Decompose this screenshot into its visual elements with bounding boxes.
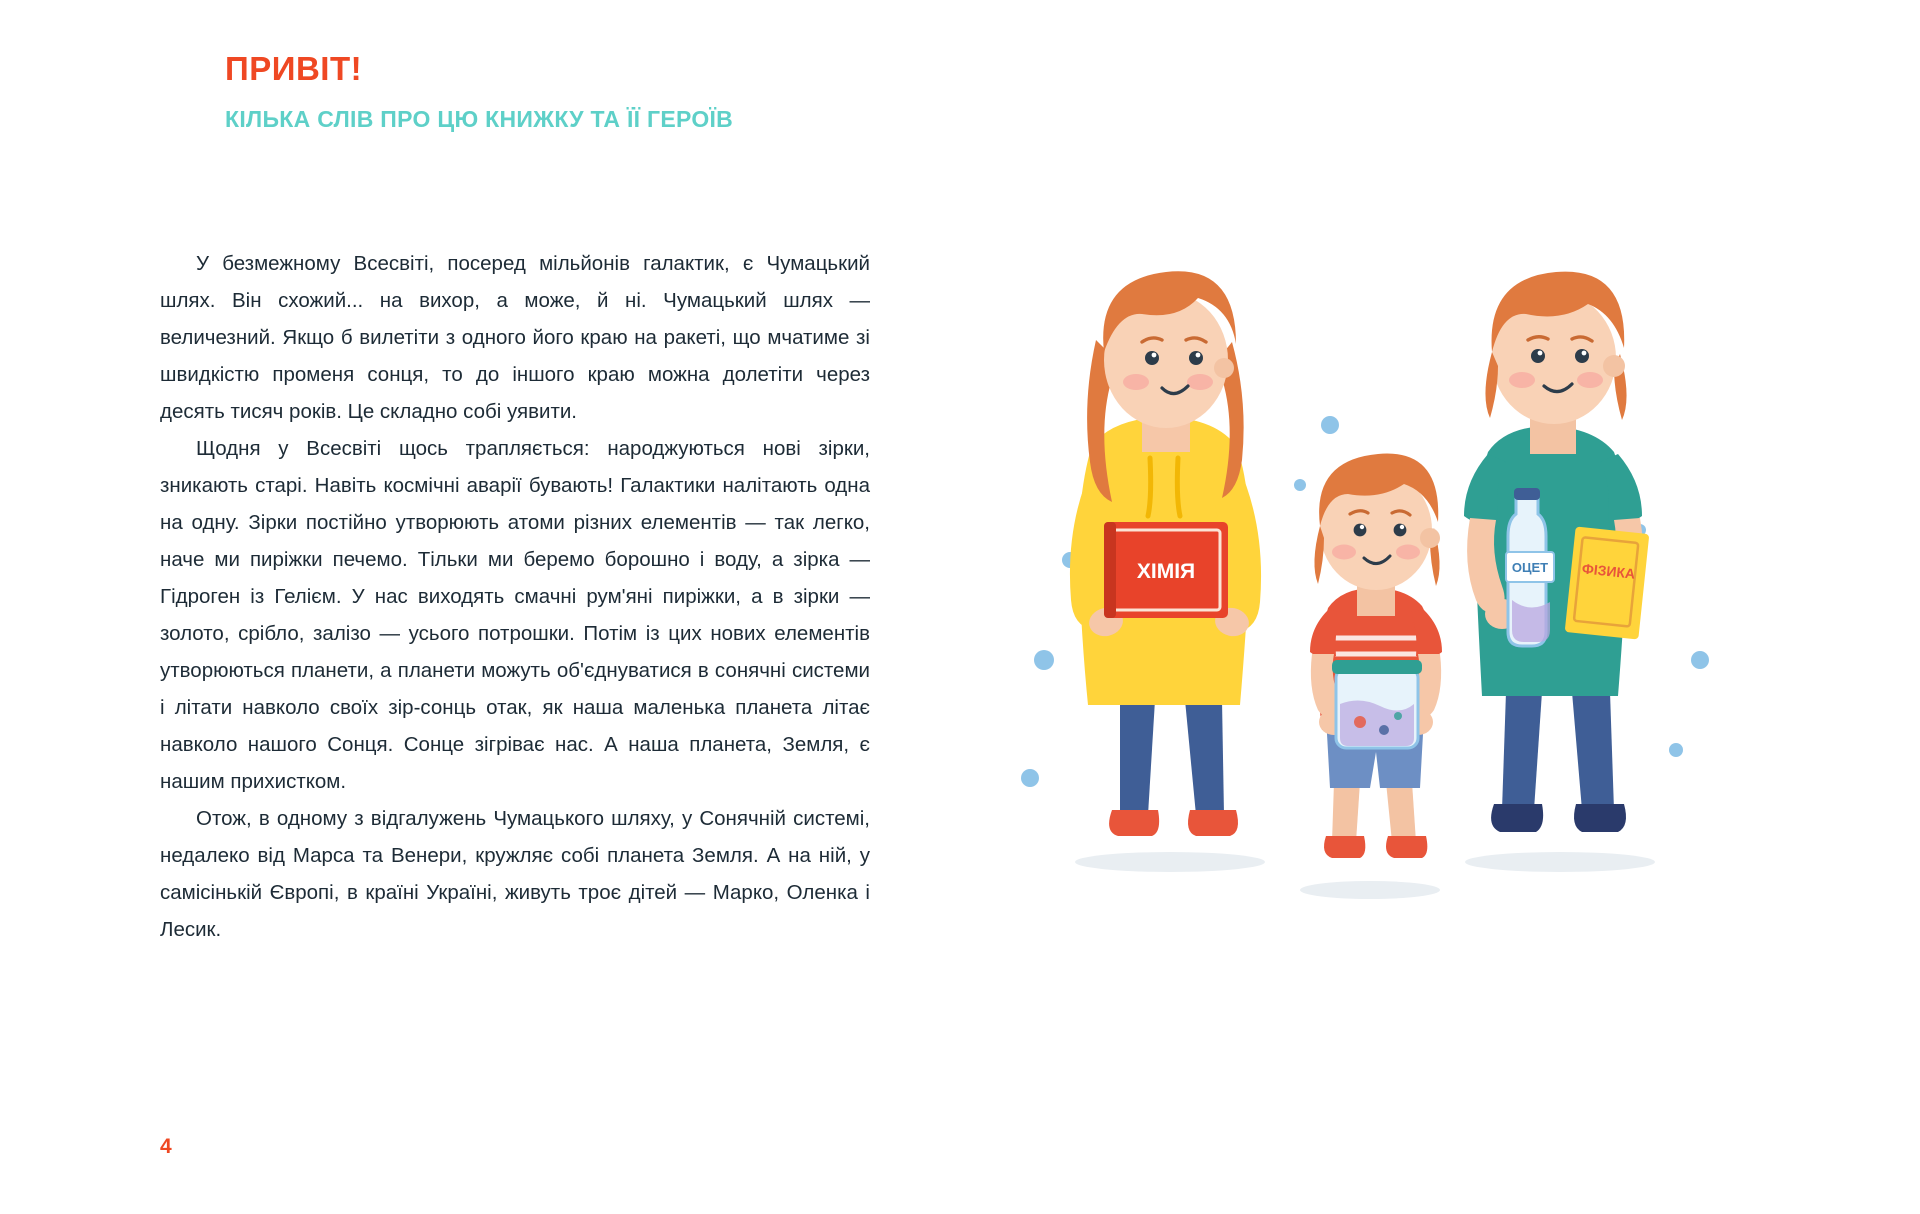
page-header <box>160 50 860 133</box>
character-girl <box>1070 271 1261 836</box>
paragraph-3: Отож, в одному з відгалужень Чумацького шляху, у Сонячній системі, недалеко від Марса та Венери, кружляє собі планета Земля. А на ній, у самісінькій Європі, в країні Україні, живуть троє дітей — Марко, Оленка і Лесик. <box>160 807 870 941</box>
paragraph-1: У безмежному Всесвіті, посеред мільйонів галактик, є Чумацький шлях. Він схожий... на вихор, а може, й ні. Чумацький шлях — величезний. Якщо б вилетіти з одного його краю на ракеті, що мчатиме зі швидкістю променя сонця, то до іншого краю можна долетіти через десять тисяч років. Це складно собі уявити. <box>160 252 870 423</box>
paragraph-2: Щодня у Всесвіті щось трапляється: народжуються нові зірки, зникають старі. Навіть космічні аварії бувають! Галактики налітають одна на одну. Зірки постійно утворюють атоми різних елементів — так легко, наче ми пиріжки печемо. Тільки ми беремо борошно і воду, а зірка — Гідроген із Гелієм. У нас виходять смачні рум'яні пиріжки, а в зірки — золото, срібло, залізо — усього потрошки. Потім із цих нових елементів утворюються планети, а планети можуть об'єднуватися в сонячні системи і літати навколо своїх зір-сонць отак, як наша маленька планета літає навколо нашого Сонця. Сонце зігріває нас. А наша планета, Земля, є нашим прихистком. <box>160 437 870 793</box>
glass-jar <box>1332 660 1422 748</box>
chemistry-book <box>1104 522 1228 618</box>
three-children-illustration <box>1000 230 1800 1090</box>
physics-book-label: ФІЗИКА <box>1581 560 1636 582</box>
character-boy-small <box>1310 454 1442 858</box>
chemistry-book-label: ХІМІЯ <box>1136 560 1196 583</box>
vinegar-bottle-label: ОЦЕТ <box>1511 560 1549 575</box>
physics-book <box>1565 526 1650 639</box>
page-number: 4 <box>160 1135 172 1158</box>
page-title: ПРИВІТ! <box>225 50 363 87</box>
page-subtitle: КІЛЬКА СЛІВ ПРО ЦЮ КНИЖКУ ТА ЇЇ ГЕРОЇВ <box>225 106 734 132</box>
ground-shadows <box>1075 852 1655 899</box>
body-text <box>160 245 870 948</box>
character-boy-big <box>1464 272 1649 832</box>
